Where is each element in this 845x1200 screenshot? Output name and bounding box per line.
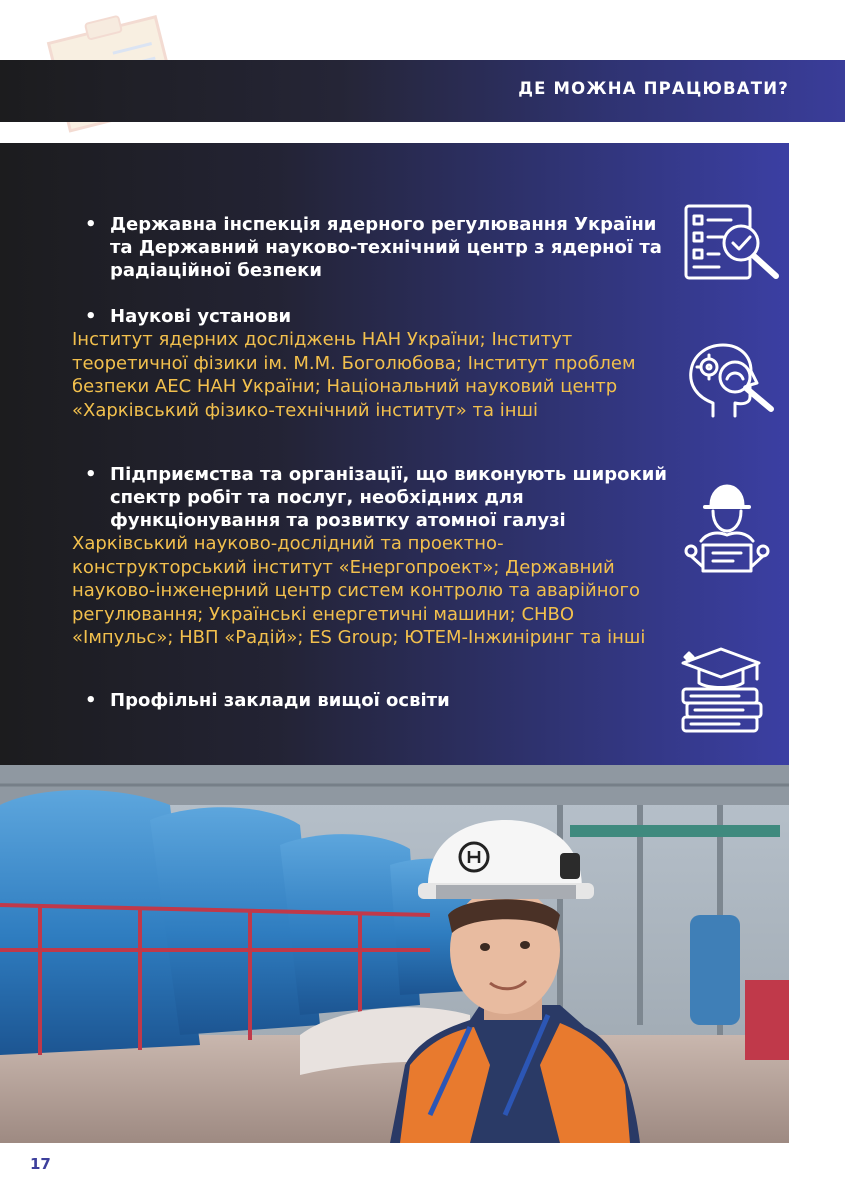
research-head-icon (683, 341, 781, 421)
section-enterprises (72, 463, 672, 650)
section-research-institutions (72, 305, 672, 422)
section-title: • Наукові установи (72, 305, 672, 328)
engineer-icon (683, 481, 771, 579)
section-title: • Підприємства та організації, що виконують широкий спектр робіт та послуг, необхідних для функціонування та розвитку атомної галузі (72, 463, 672, 532)
section-title: • Державна інспекція ядерного регулювання України та Державний науково-технічний центр з ядерної та радіаційної безпеки (72, 213, 672, 282)
checklist-magnifier-icon (683, 203, 781, 283)
turbine-hall-photo (0, 765, 789, 1143)
section-body: Харківський науково-дослідний та проектно-конструкторський інститут «Енергопроект»; Державний науково-інженерний центр систем контролю та аварійного регулювання; Українські енергетичні машини; СНВО «Імпульс»; НВП «Радій»; ES Group; ЮТЕМ-Інжиніринг та інші (72, 533, 646, 648)
graduation-books-icon (679, 643, 765, 735)
section-body: Інститут ядерних досліджень НАН України; Інститут теоретичної фізики ім. М.М. Боголюбова; Інститут проблем безпеки АЕС НАН України; Національний науковий центр «Харківський фізико-технічний інститут» та інші (72, 329, 636, 421)
page-number: 17 (30, 1155, 51, 1173)
section-regulator (72, 213, 672, 282)
section-title: • Профільні заклади вищої освіти (72, 689, 672, 712)
section-higher-education (72, 689, 672, 712)
content-panel (0, 143, 789, 765)
header-bar (0, 60, 845, 122)
page-title: ДЕ МОЖНА ПРАЦЮВАТИ? (518, 79, 789, 98)
